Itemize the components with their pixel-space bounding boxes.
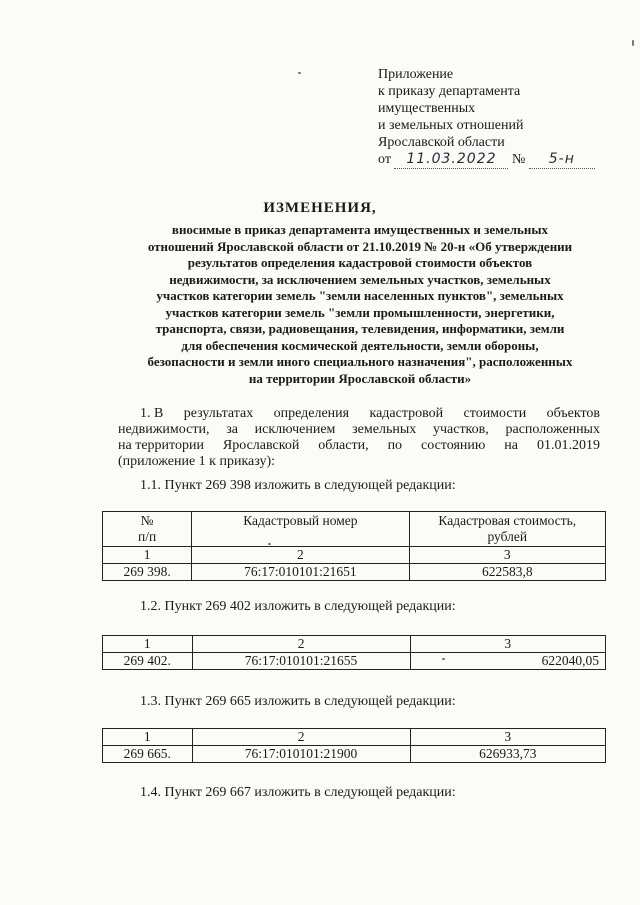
item-1-3-label: 1.3. Пункт 269 665 изложить в следующей редакции: (140, 694, 456, 709)
table-col-number-row (103, 547, 606, 564)
subtitle-line: отношений Ярославской области от 21.10.2019 № 20-н «Об утверждении (147, 238, 573, 254)
scan-speck (298, 72, 301, 74)
word: по (387, 438, 403, 453)
appendix-line: к приказу департамента (378, 84, 521, 99)
section-1-paragraph (118, 406, 600, 470)
from-label: от (378, 152, 391, 167)
word: на (504, 438, 519, 453)
col-number-cell: 2 (192, 547, 409, 564)
appendix-header (378, 66, 595, 169)
handwritten-number: 5-н (529, 151, 595, 169)
word: на территории (118, 438, 204, 453)
word: результатах (183, 406, 254, 421)
word: 1. В (140, 406, 164, 421)
appendix-line: Ярославской области (378, 135, 505, 150)
word: кадастровой (369, 406, 444, 421)
appendix-line: Приложение (378, 67, 454, 82)
col-number-cell: 1 (103, 547, 192, 564)
scan-speck (442, 658, 445, 660)
header-cell-number: № п/п (103, 512, 192, 547)
header-cell-cadastral-value: Кадастровая стоимость, рублей (409, 512, 605, 547)
col-number-cell: 2 (192, 729, 410, 746)
paragraph-line: (приложение 1 к приказу): (118, 454, 276, 469)
number-label: № (511, 152, 526, 167)
col-number-cell: 3 (409, 547, 605, 564)
appendix-line: имущественных (378, 101, 476, 116)
cadastral-number-cell: 76:17:010101:21651 (192, 564, 409, 581)
item-1-3-table (102, 728, 606, 763)
cadastral-number-cell: 76:17:010101:21900 (192, 746, 410, 763)
cadastral-value-cell: 622583,8 (409, 564, 605, 581)
table-row (103, 746, 606, 763)
item-1-2-table (102, 635, 606, 670)
paragraph-line (118, 438, 600, 454)
subtitle-line: безопасности и земли иного специального назначения", расположенных (147, 354, 573, 369)
col-number-cell: 1 (103, 636, 193, 653)
word: области, (318, 438, 369, 453)
header-cell-cadastral-number: Кадастровый номер (192, 512, 409, 547)
word: 01.01.2019 (536, 438, 600, 453)
cadastral-number-cell: 76:17:010101:21655 (192, 653, 410, 670)
word: земельных (352, 422, 417, 437)
subtitle-line: участков категории земель "земли населенных пунктов", земельных (156, 288, 564, 303)
cadastral-value-cell: 626933,73 (410, 746, 605, 763)
cadastral-value-cell: 622040,05 (410, 653, 605, 670)
word: состоянию (421, 438, 486, 453)
word: участков, (432, 422, 489, 437)
paragraph-line (118, 422, 600, 438)
row-number-cell: 269 665. (103, 746, 193, 763)
subtitle-line: на территории Ярославской области» (248, 370, 472, 386)
subtitle-line: недвижимости, за исключением земельных участков, земельных (169, 271, 551, 287)
word: расположенных (505, 422, 600, 437)
col-number-cell: 2 (192, 636, 410, 653)
table-row (103, 564, 606, 581)
col-number-cell: 3 (410, 636, 605, 653)
word: Ярославской (222, 438, 300, 453)
word: за (226, 422, 238, 437)
subtitle-line: для обеспечения космической деятельности, земли обороны, (181, 337, 539, 353)
scan-speck (268, 543, 271, 545)
word: объектов (546, 406, 600, 421)
document-subtitle (110, 222, 610, 387)
word: определения (273, 406, 350, 421)
table-row (103, 653, 606, 670)
table-col-number-row (103, 729, 606, 746)
col-number-cell: 1 (103, 729, 193, 746)
item-1-1-table (102, 511, 606, 581)
item-1-1-label: 1.1. Пункт 269 398 изложить в следующей редакции: (140, 478, 456, 493)
row-number-cell: 269 402. (103, 653, 193, 670)
word: стоимости (463, 406, 527, 421)
handwritten-date: 11.03.2022 (394, 151, 508, 169)
item-1-4-label: 1.4. Пункт 269 667 изложить в следующей редакции: (140, 785, 456, 800)
paragraph-line (118, 406, 600, 422)
table-header-row (103, 512, 606, 547)
item-1-2-label: 1.2. Пункт 269 402 изложить в следующей редакции: (140, 599, 456, 614)
appendix-date-line (378, 151, 595, 169)
appendix-line: и земельных отношений (378, 118, 524, 133)
subtitle-line: результатов определения кадастровой стоимости объектов (187, 255, 533, 270)
word: недвижимости, (118, 422, 210, 437)
word: исключением (254, 422, 336, 437)
subtitle-line: транспорта, связи, радиовещания, телевидения, информатики, земли (155, 321, 565, 336)
subtitle-line: участков категории земель "земли промышленности, энергетики, (165, 304, 555, 320)
document-title: ИЗМЕНЕНИЯ, (263, 200, 377, 216)
row-number-cell: 269 398. (103, 564, 192, 581)
scan-speck (632, 40, 634, 46)
table-col-number-row (103, 636, 606, 653)
col-number-cell: 3 (410, 729, 605, 746)
subtitle-line: вносимые в приказ департамента имущественных и земельных (171, 222, 549, 237)
